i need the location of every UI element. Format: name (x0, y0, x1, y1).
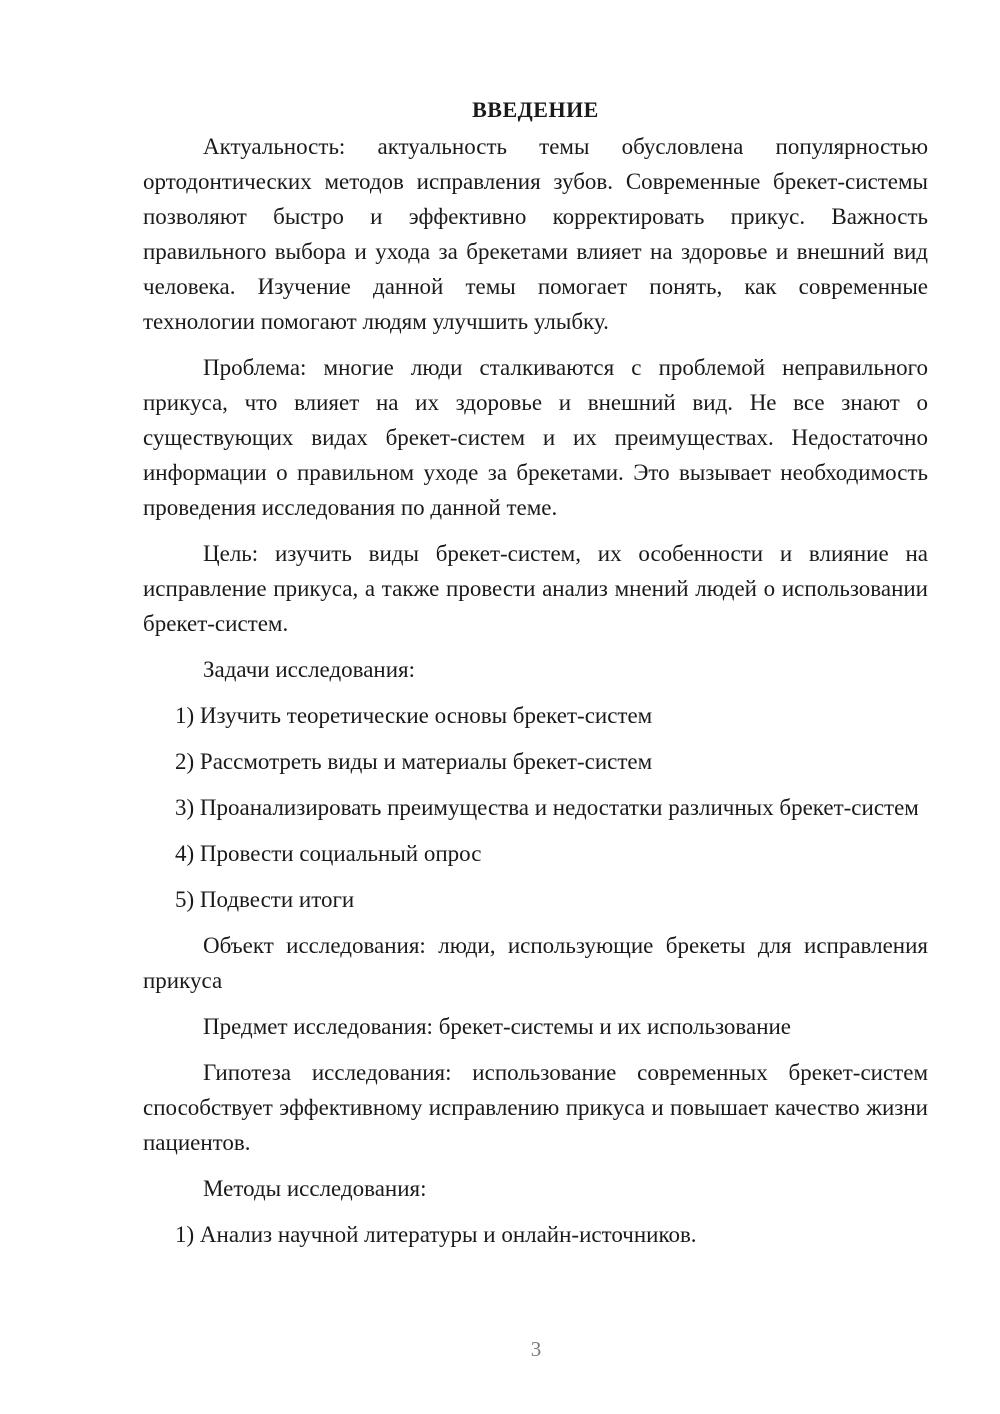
task-item-5: 5) Подвести итоги (175, 887, 355, 912)
paragraph-problem: Проблема: многие люди сталкиваются с проблемой неправильного прикуса, что влияет на их здоровье и внешний вид. Не все знают о существующих видах брекет-систем и их преимуществах. Недостаточно информации о правильном уходе за брекетами. Это вызывает необходимость проведения исследования по данной теме. (143, 355, 928, 520)
paragraph-object: Объект исследования: люди, использующие брекеты для исправления прикуса (143, 933, 928, 993)
paragraph-subject: Предмет исследования: брекет-системы и их использование (203, 1014, 792, 1039)
paragraph-relevance: Актуальность: актуальность темы обусловлена популярностью ортодонтических методов исправления зубов. Современные брекет-системы позволяют быстро и эффективно корректировать прикус. Важность правильного выбора и ухода за брекетами влияет на здоровье и внешний вид человека. Изучение данной темы помогает понять, как современные технологии помогают людям улучшить улыбку. (143, 134, 928, 334)
paragraph-hypothesis: Гипотеза исследования: использование современных брекет-систем способствует эффективному исправлению прикуса и повышает качество жизни пациентов. (143, 1060, 928, 1155)
tasks-heading: Задачи исследования: (203, 657, 416, 682)
method-item-1: 1) Анализ научной литературы и онлайн-источников. (175, 1222, 697, 1247)
page-content (143, 92, 928, 1263)
section-title: ВВЕДЕНИЕ (472, 97, 599, 122)
task-item-4: 4) Провести социальный опрос (175, 841, 482, 866)
task-item-2: 2) Рассмотреть виды и материалы брекет-систем (175, 749, 653, 774)
paragraph-goal: Цель: изучить виды брекет-систем, их особенности и влияние на исправление прикуса, а также провести анализ мнений людей о использовании брекет-систем. (143, 541, 928, 636)
page-number: 3 (530, 1337, 542, 1361)
task-item-1: 1) Изучить теоретические основы брекет-систем (175, 703, 653, 728)
methods-heading: Методы исследования: (203, 1176, 427, 1201)
task-item-3: 3) Проанализировать преимущества и недостатки различных брекет-систем (175, 795, 919, 820)
